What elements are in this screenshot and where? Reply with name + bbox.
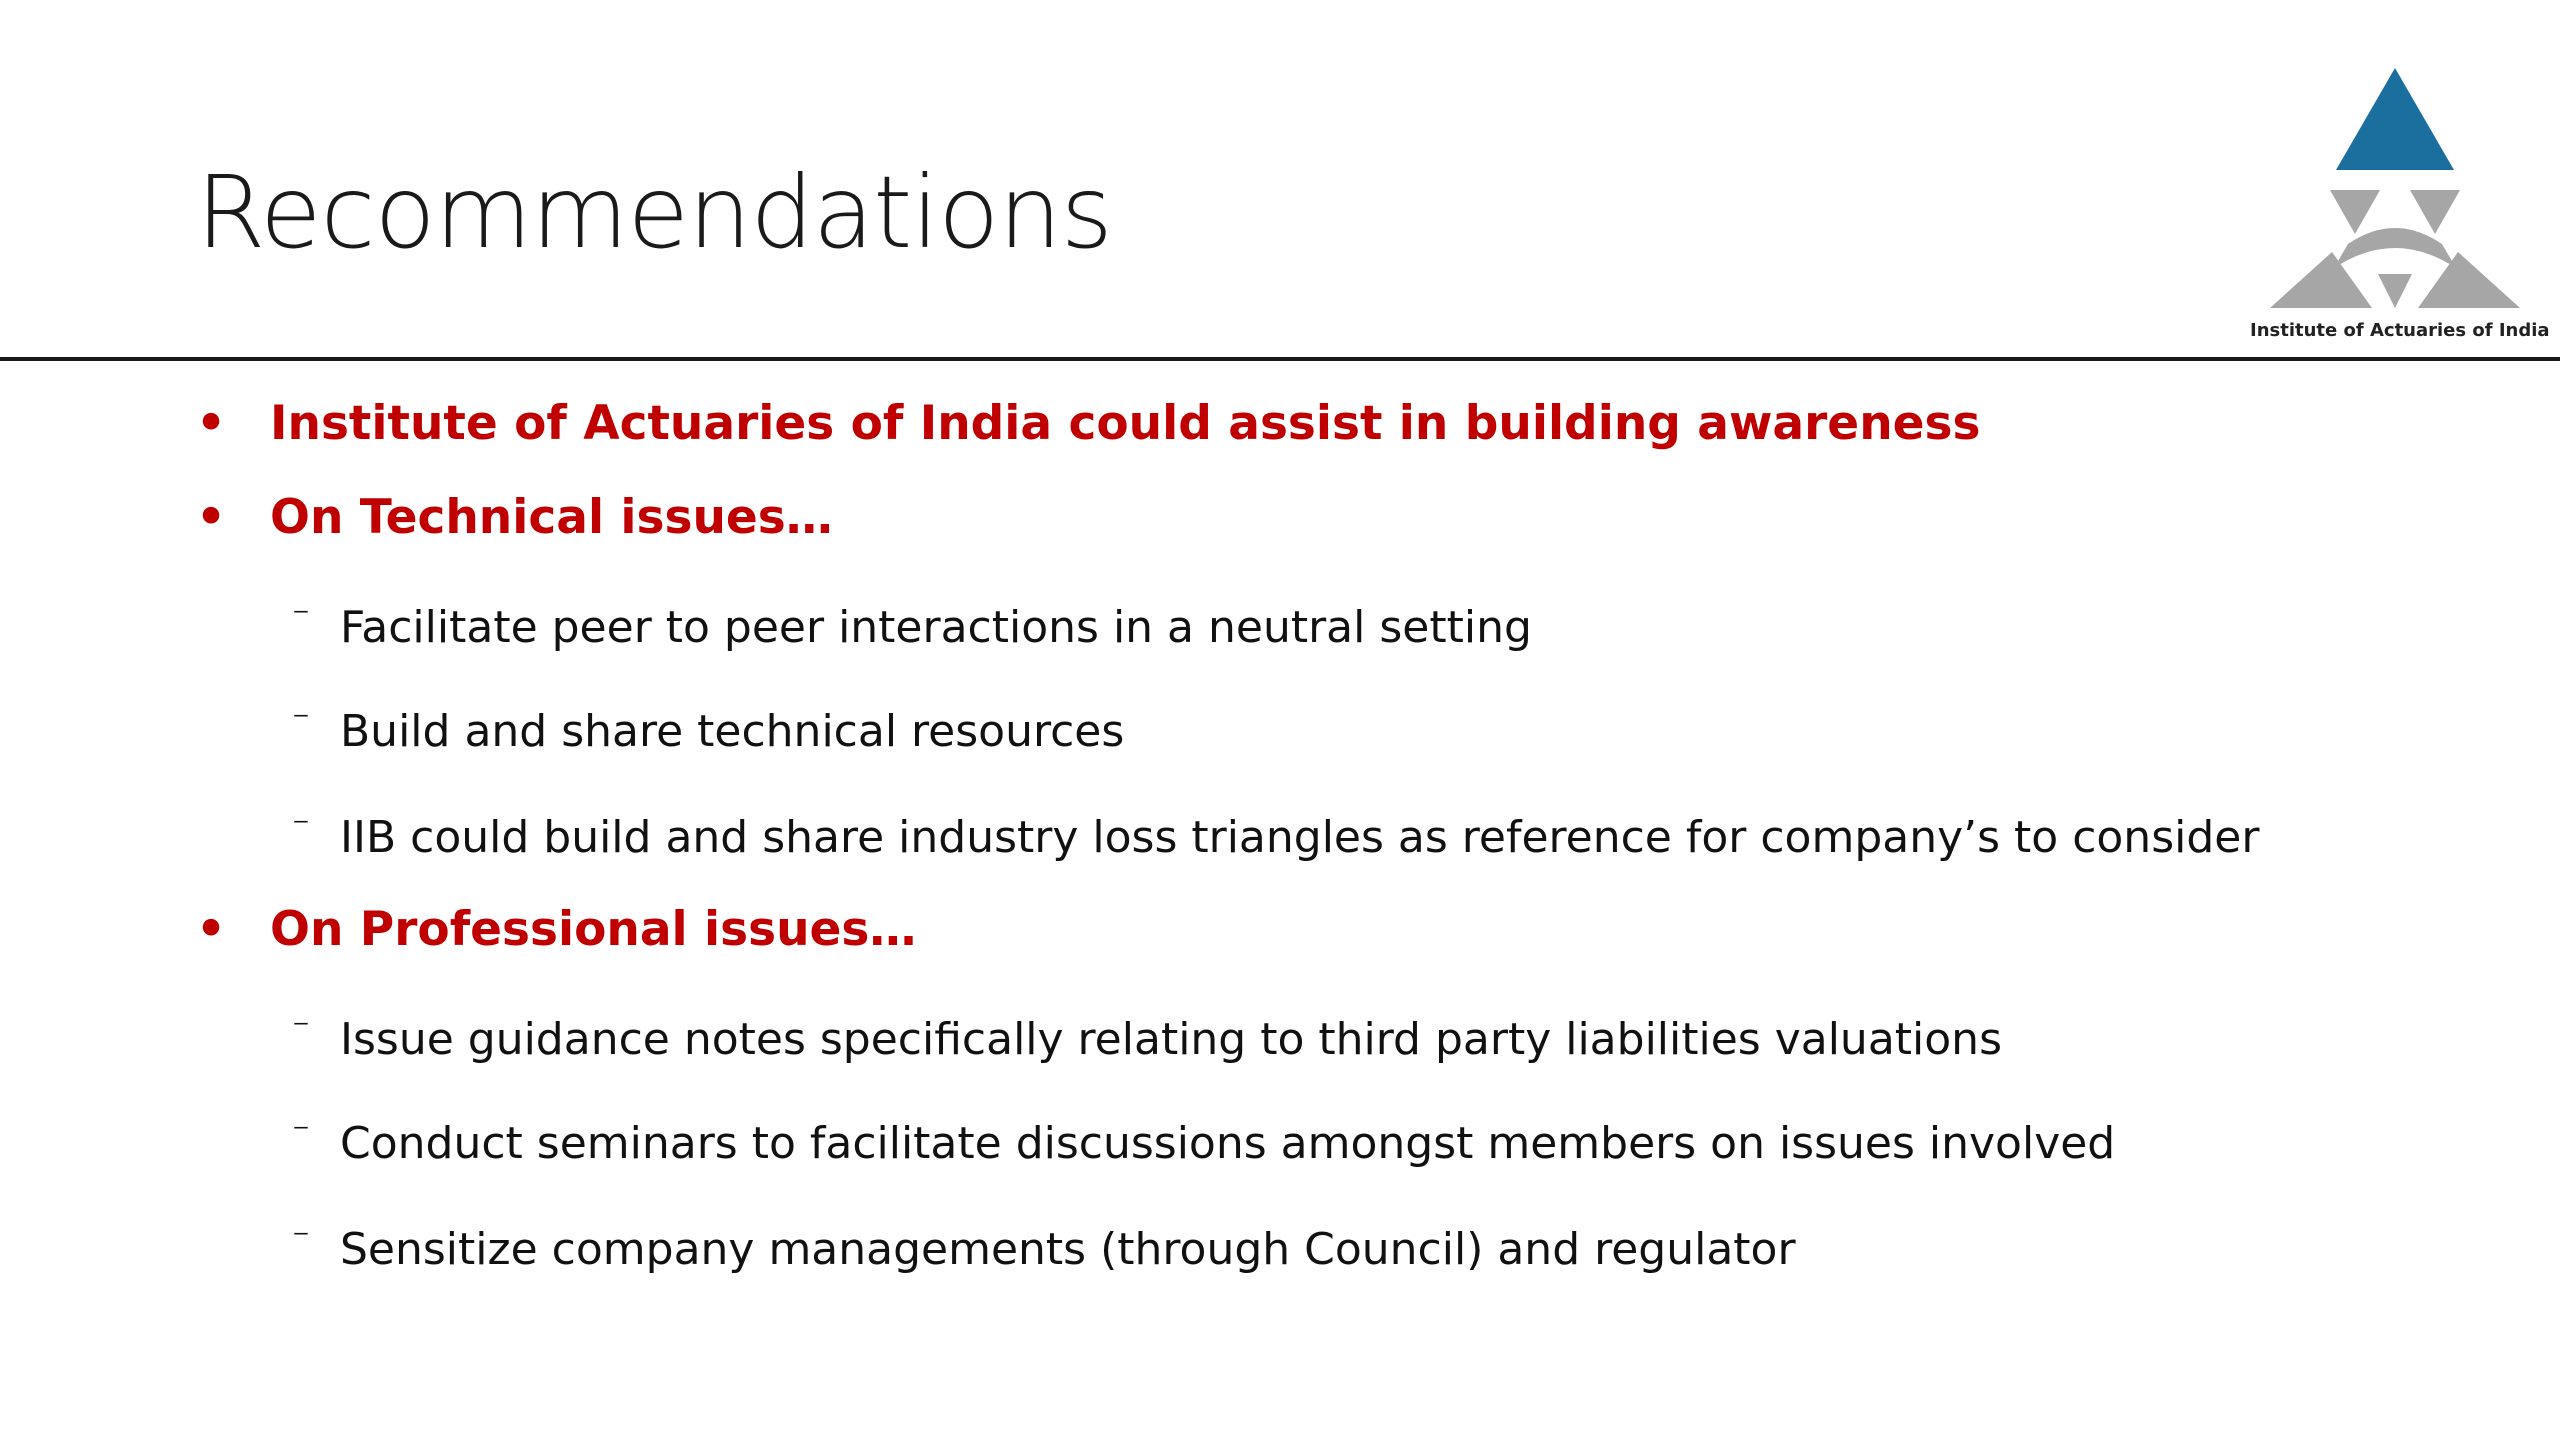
slide-title: Recommendations (196, 154, 1112, 271)
dash-icon: ⁻ (292, 702, 310, 742)
list-item-text: IIB could build and share industry loss triangles as reference for company’s to consider (340, 812, 2260, 863)
dash-icon: ⁻ (292, 1114, 310, 1154)
list-item-text: Facilitate peer to peer interactions in a neutral setting (340, 602, 1532, 653)
list-item-text: On Technical issues… (270, 490, 833, 545)
list-item-text: Build and share technical resources (340, 706, 1125, 757)
bullet-icon: • (196, 490, 227, 545)
list-item-text: Institute of Actuaries of India could assist in building awareness (270, 396, 1981, 451)
logo-caption: Institute of Actuaries of India (2250, 320, 2550, 341)
list-item-text: Sensitize company managements (through Council) and regulator (340, 1224, 1796, 1275)
dash-icon: ⁻ (292, 598, 310, 638)
list-item-text: On Professional issues… (270, 902, 917, 957)
dash-icon: ⁻ (292, 1010, 310, 1050)
dash-icon: ⁻ (292, 808, 310, 848)
bullet-icon: • (196, 396, 227, 451)
bullet-icon: • (196, 902, 227, 957)
list-item-text: Conduct seminars to facilitate discussions amongst members on issues involved (340, 1118, 2116, 1169)
list-item-text: Issue guidance notes specifically relating to third party liabilities valuations (340, 1014, 2002, 1065)
dash-icon: ⁻ (292, 1220, 310, 1260)
